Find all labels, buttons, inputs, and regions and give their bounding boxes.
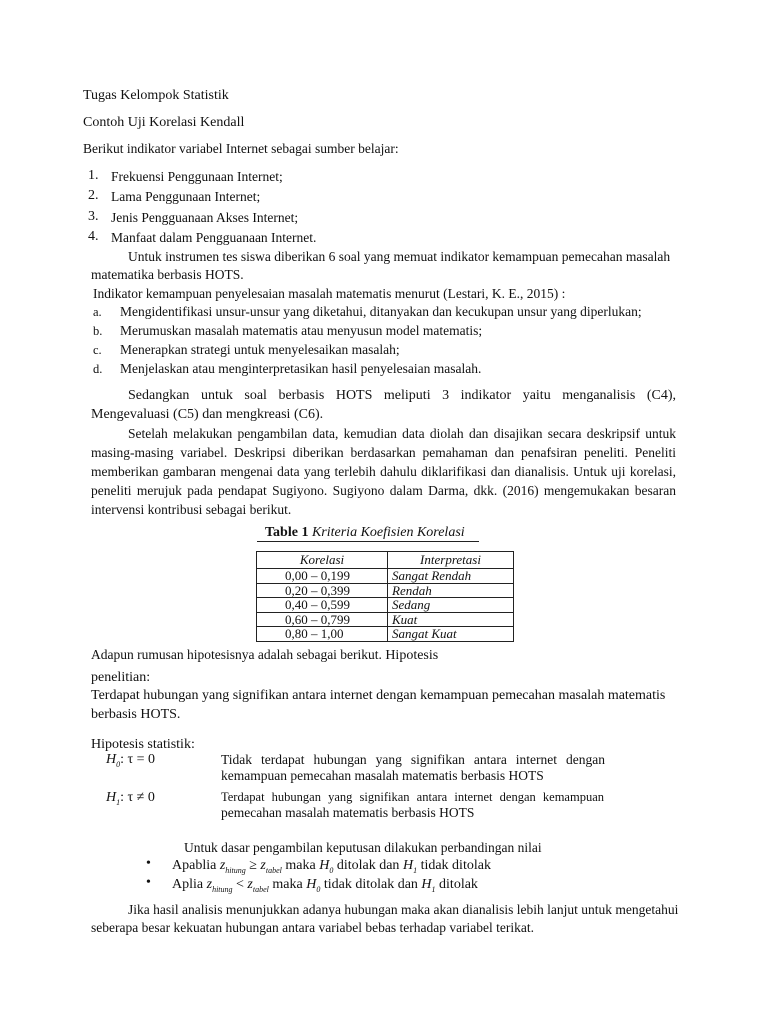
decision-intro: Untuk dasar pengambilan keputusan dilakukan perbandingan nilai xyxy=(184,840,542,855)
table-row xyxy=(257,612,514,627)
paragraph-line: masing-masing variabel. Deskripsi diberikan berdasarkan pemahaman dan penafsiran peneliti. Peneliti xyxy=(91,445,676,460)
range-cell: 0,00 – 0,199 xyxy=(257,569,388,584)
interpretation-cell: Kuat xyxy=(388,612,514,627)
h0-description-line2: kemampuan pemecahan masalah matematis berbasis HOTS xyxy=(221,768,544,783)
hypothesis-intro-text: Adapun rumusan hipotesisnya adalah sebagai berikut. xyxy=(91,647,382,662)
list-item: Menerapkan strategi untuk menyelesaikan masalah; xyxy=(120,342,400,357)
list-number: 4. xyxy=(88,229,99,244)
column-header-interpretasi: Interpretasi xyxy=(388,552,514,569)
indicator-intro: Berikut indikator variabel Internet sebagai sumber belajar: xyxy=(83,141,399,156)
column-header-korelasi: Korelasi xyxy=(257,552,388,569)
list-item: Merumuskan masalah matematis atau menyusun model matematis; xyxy=(120,323,483,338)
test-intro-line2: matematika berbasis HOTS. xyxy=(91,267,244,282)
list-item: Lama Penggunaan Internet; xyxy=(111,189,261,204)
correlation-criteria-table xyxy=(256,551,514,642)
closing-line1: Jika hasil analisis menunjukkan adanya hubungan maka akan dianalisis lebih lanjut untuk mengetahui xyxy=(128,902,679,917)
table-row xyxy=(257,627,514,642)
statistical-hypothesis-label: Hipotesis statistik: xyxy=(91,737,195,752)
table-header-row xyxy=(257,552,514,569)
hots-line2: Mengevaluasi (C5) dan mengkreasi (C6). xyxy=(91,407,324,422)
list-letter: b. xyxy=(93,324,103,338)
table-row xyxy=(257,598,514,613)
document-title: Tugas Kelompok Statistik xyxy=(83,88,229,103)
list-number: 1. xyxy=(88,168,99,183)
rule-text: Apablia $z_{hitung} \ge z_{tabel}$ maka $H_0$ ditolak dan $H_1$ tidak ditolak xyxy=(172,858,491,875)
paragraph-line: Setelah melakukan pengambilan data, kemudian data diolah dan disajikan secara deskripsif untuk xyxy=(128,426,676,441)
research-hypothesis-label: penelitian: xyxy=(91,670,151,685)
research-hypothesis-line2: berbasis HOTS. xyxy=(91,707,181,722)
paragraph-line: peneliti merujuk pada pendapat Sugiyono. Sugiyono dalam Darma, dkk. (2016) mengemukakan besaran xyxy=(91,483,676,498)
table-caption-label: Table 1 xyxy=(265,525,309,540)
list-item: Manfaat dalam Pengguanaan Internet. xyxy=(111,230,317,245)
h1-symbol: $H_1$: τ ≠ 0 xyxy=(106,790,155,807)
range-cell: 0,80 – 1,00 xyxy=(257,627,388,642)
interpretation-cell: Rendah xyxy=(388,583,514,598)
research-hypothesis-line1: Terdapat hubungan yang signifikan antara internet dengan kemampuan pemecahan masalah matematis xyxy=(91,688,666,703)
table-caption-title: Kriteria Koefisien Korelasi xyxy=(311,525,465,540)
hypothesis-intro xyxy=(91,647,438,664)
h0-symbol: $H_0$: τ = 0 xyxy=(106,752,156,769)
list-item: Jenis Pengguanaan Akses Internet; xyxy=(111,210,299,225)
rule-text: Aplia $z_{hitung} < z_{tabel}$ maka $H_0$ tidak ditolak dan $H_1$ ditolak xyxy=(172,877,478,894)
list-item: Menjelaskan atau menginterpretasikan hasil penyelesaian masalah. xyxy=(120,361,482,376)
table-caption xyxy=(257,525,479,542)
table-row xyxy=(257,569,514,584)
list-number: 2. xyxy=(88,188,99,203)
list-letter: c. xyxy=(93,343,102,357)
paragraph-line: intervensi kontribusi sebagai berikut. xyxy=(91,502,292,517)
range-cell: 0,60 – 0,799 xyxy=(257,612,388,627)
list-letter: d. xyxy=(93,362,103,376)
h1-description-line2: pemecahan masalah matematis berbasis HOTS xyxy=(221,805,475,820)
range-cell: 0,40 – 0,599 xyxy=(257,598,388,613)
list-item: Mengidentifikasi unsur-unsur yang diketahui, ditanyakan dan kecukupan unsur yang diperlukan; xyxy=(120,304,642,319)
problem-solving-intro: Indikator kemampuan penyelesaian masalah matematis menurut (Lestari, K. E., 2015) : xyxy=(93,286,566,301)
list-number: 3. xyxy=(88,209,99,224)
interpretation-cell: Sedang xyxy=(388,598,514,613)
range-cell: 0,20 – 0,399 xyxy=(257,583,388,598)
interpretation-cell: Sangat Kuat xyxy=(388,627,514,642)
list-item: Frekuensi Penggunaan Internet; xyxy=(111,169,283,184)
document-subtitle: Contoh Uji Korelasi Kendall xyxy=(83,115,245,130)
interpretation-cell: Sangat Rendah xyxy=(388,569,514,584)
bullet-icon: • xyxy=(146,856,151,871)
h0-description-line1: Tidak terdapat hubungan yang signifikan antara internet dengan xyxy=(221,752,605,767)
hots-line1: Sedangkan untuk soal berbasis HOTS meliputi 3 indikator yaitu menganalisis (C4), xyxy=(128,388,676,403)
list-letter: a. xyxy=(93,305,102,319)
table-row xyxy=(257,583,514,598)
paragraph-line: memberikan gambaran mengenai data yang terlebih dahulu diklarifikasi dan dianalisis. Untuk uji korelasi, xyxy=(91,464,676,479)
h1-description-line1: Terdapat hubungan yang signifikan antara internet dengan kemampuan xyxy=(221,790,604,804)
hypothesis-intro-tail: Hipotesis xyxy=(385,648,439,663)
closing-line2: seberapa besar kekuatan hubungan antara variabel bebas terhadap variabel terikat. xyxy=(91,920,535,935)
bullet-icon: • xyxy=(146,875,151,890)
test-intro-line1: Untuk instrumen tes siswa diberikan 6 soal yang memuat indikator kemampuan pemecahan masalah xyxy=(128,249,671,264)
